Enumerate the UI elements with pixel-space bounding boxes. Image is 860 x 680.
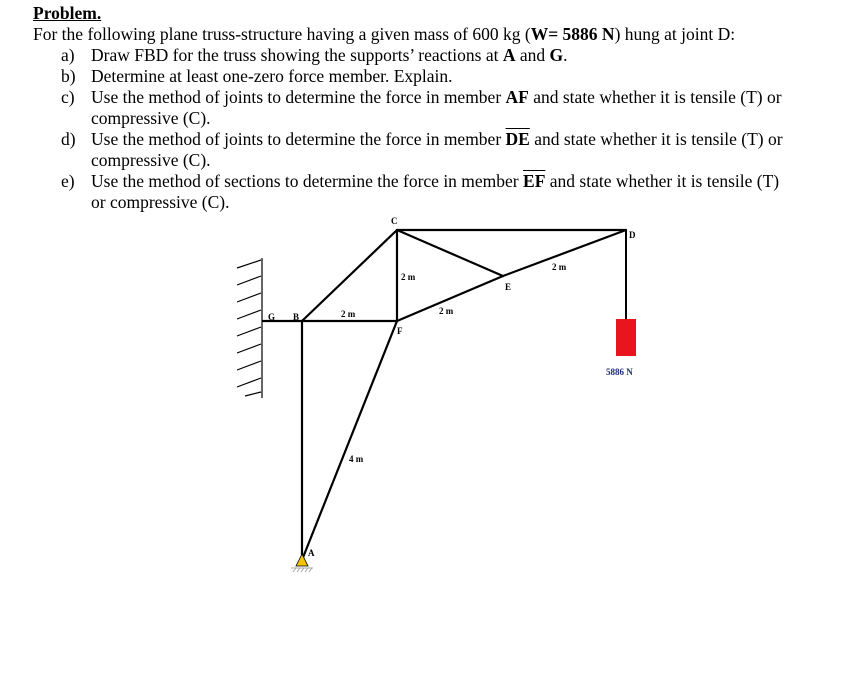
joint-c-label: C: [391, 216, 398, 226]
joint-e-label: E: [505, 282, 512, 292]
ground-hatching: [291, 568, 313, 572]
question-a: a) Draw FBD for the truss showing the supports’ reactions at A and G.: [61, 45, 568, 65]
joint-d-label: D: [629, 230, 636, 240]
member-af-line: [302, 321, 397, 560]
dim-fe: 2 m: [439, 306, 454, 316]
weight-value: W= 5886 N: [530, 24, 615, 44]
problem-intro: For the following plane truss-structure having a given mass of 600 kg (W= 5886 N) hung at joint D:: [33, 24, 736, 44]
load-label: 5886 N: [606, 367, 633, 377]
dim-cf: 2 m: [401, 272, 416, 282]
load-block: [616, 319, 636, 356]
question-b: b) Determine at least one-zero force member. Explain.: [61, 66, 453, 86]
dim-ed: 2 m: [552, 262, 567, 272]
question-d: d) Use the method of joints to determine the force in member $\overline{DE}$ and state whether it is tensile (T) or compressive (C).: [61, 129, 783, 170]
member-af: AF: [505, 87, 529, 107]
dim-ba: 4 m: [349, 454, 364, 464]
member-ce: [397, 230, 503, 276]
joint-b-label: B: [293, 312, 300, 322]
question-c: c) Use the method of joints to determine the force in member AF and state whether it is tensile (T) or compressive (C).: [61, 87, 782, 128]
question-e: e) Use the method of sections to determine the force in member $\overline{EF}$ and state whether it is tensile (T) or compressive (C).: [61, 171, 780, 212]
joint-f-label: F: [397, 326, 403, 336]
pin-support-a: [296, 554, 308, 566]
dim-bf: 2 m: [341, 309, 356, 319]
joint-g-label: G: [268, 312, 276, 322]
wall-hatching: [237, 258, 262, 398]
member-bc: [302, 230, 397, 321]
truss-members: [263, 230, 626, 560]
problem-title: Problem.: [33, 3, 102, 23]
member-de: $\overline{DE}$: [505, 129, 530, 149]
joint-a-label: A: [308, 548, 315, 558]
member-ef: $\overline{EF}$: [523, 171, 546, 191]
